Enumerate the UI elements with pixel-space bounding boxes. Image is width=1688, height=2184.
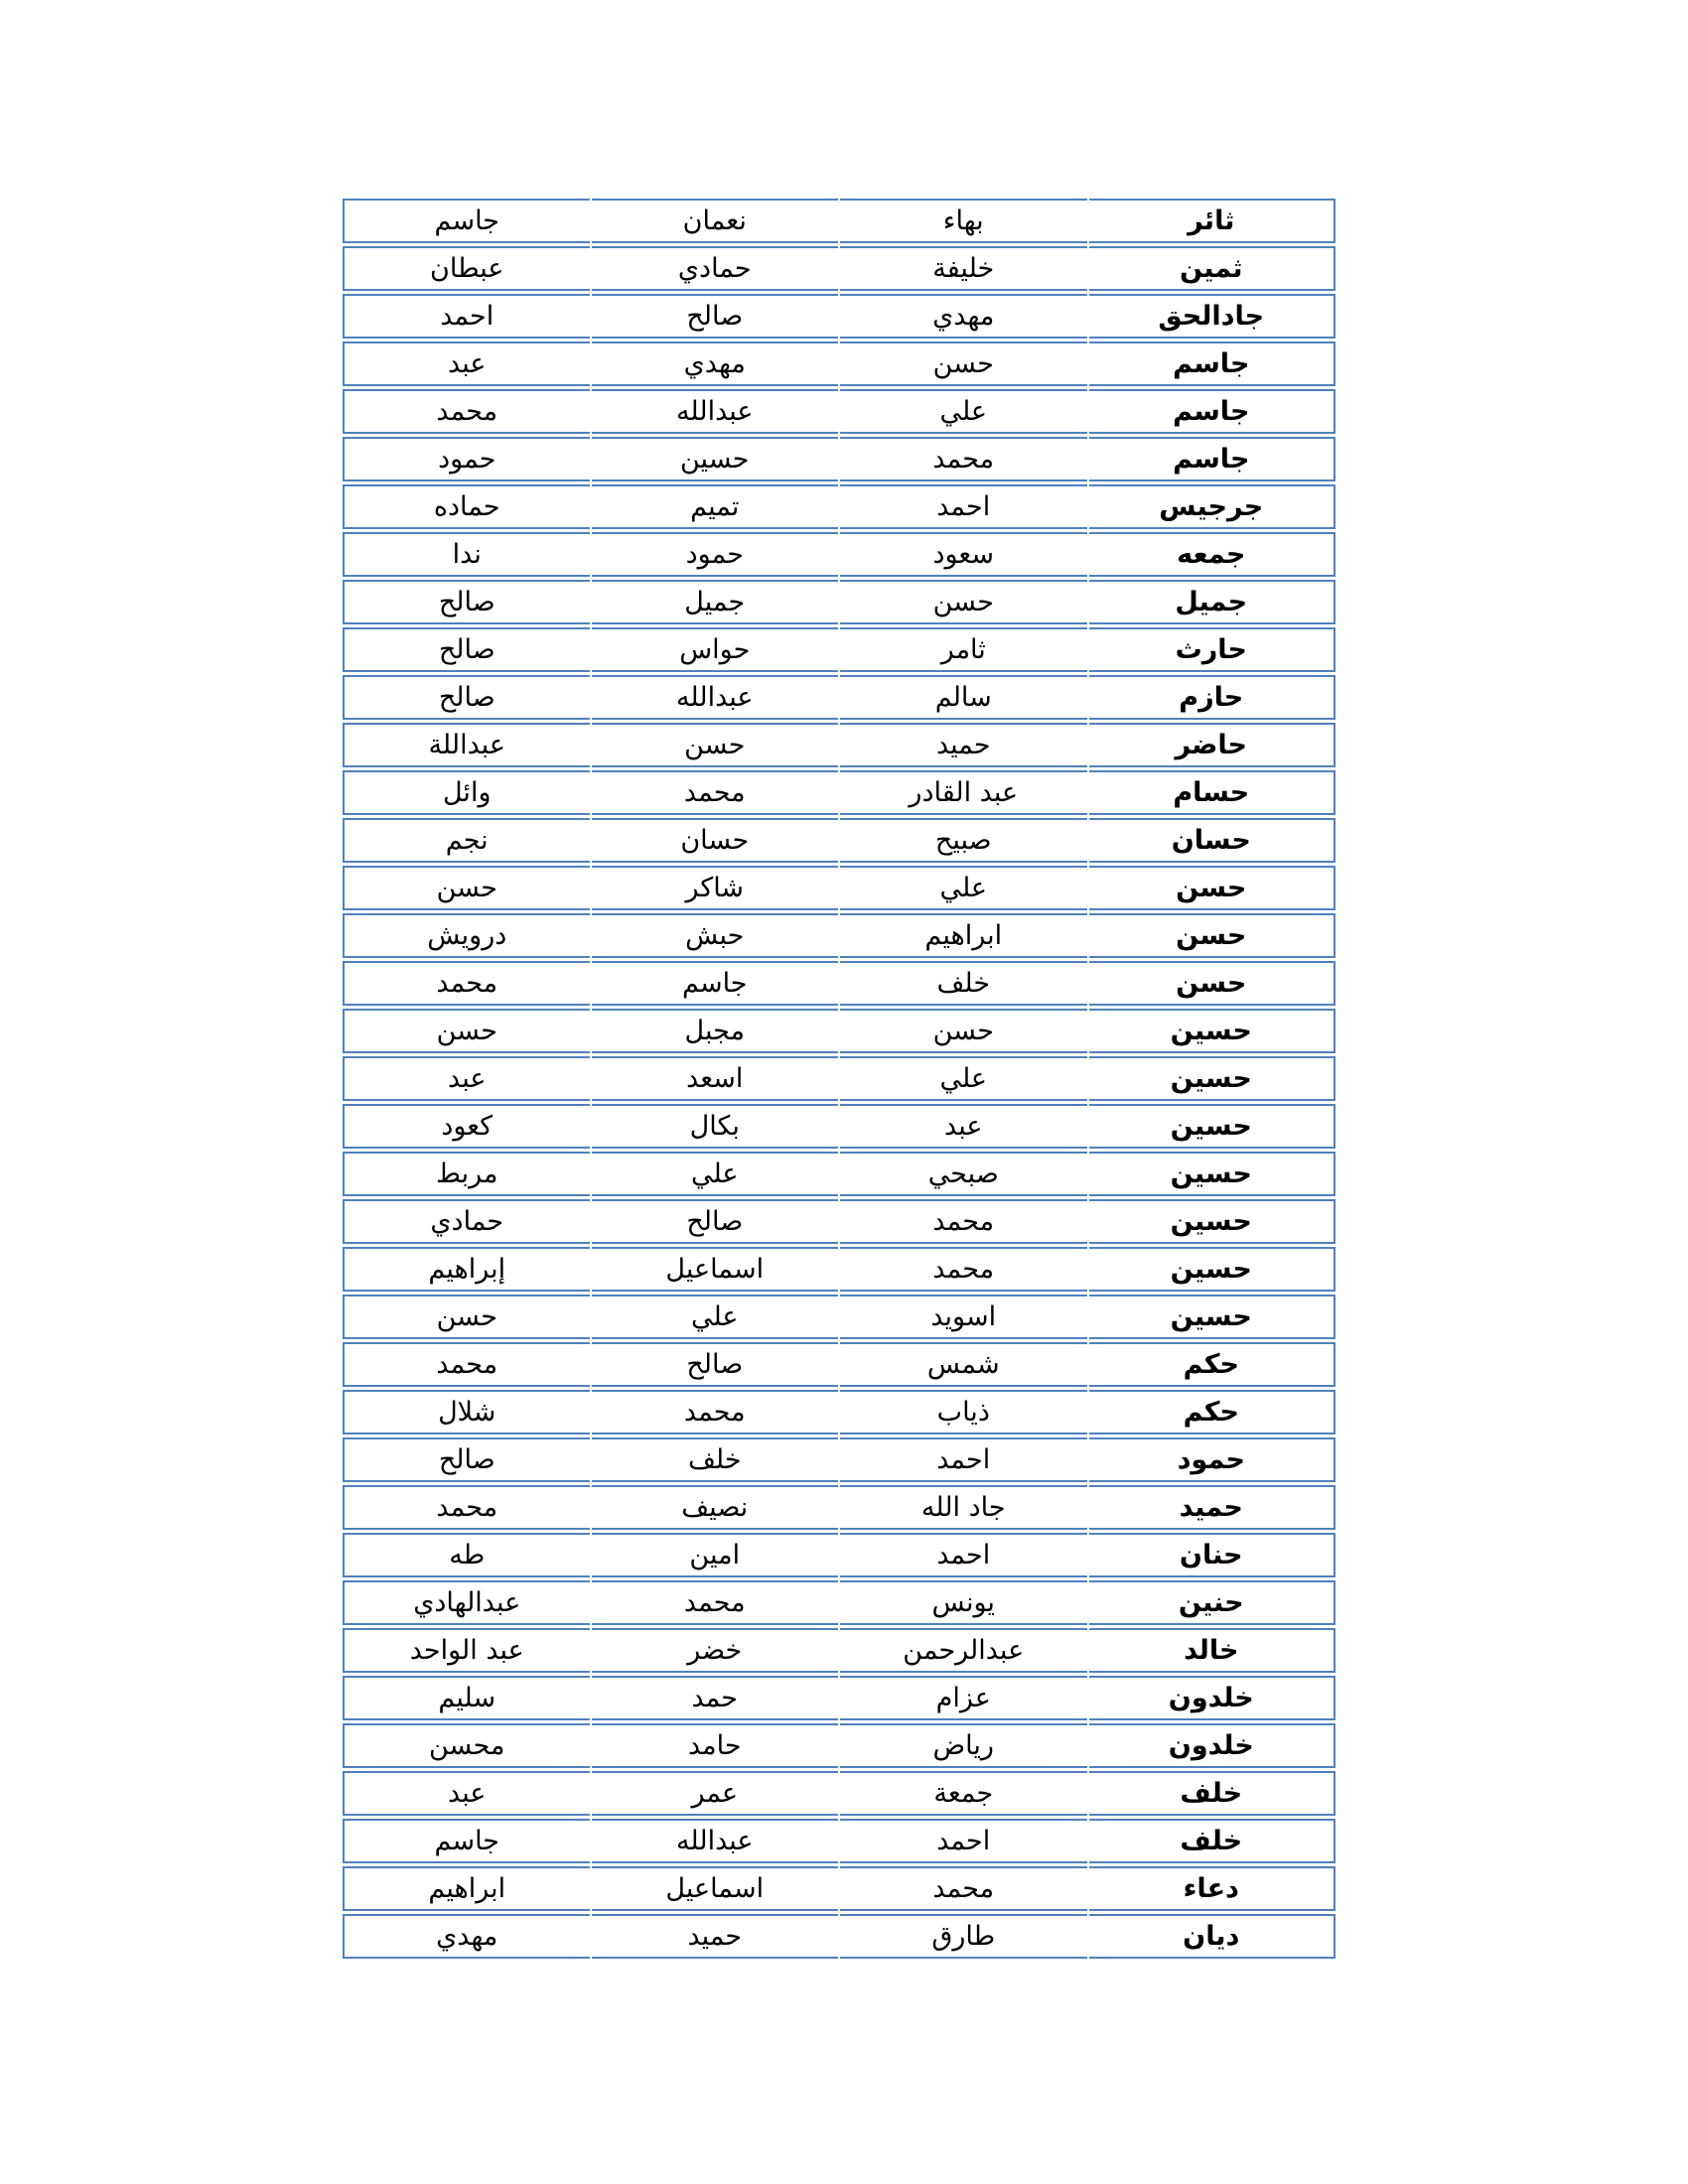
table-cell: محمد xyxy=(343,1342,590,1387)
cell-first-name: جاسم xyxy=(1089,437,1336,481)
table-cell: وائل xyxy=(343,770,590,815)
table-row xyxy=(343,246,1336,291)
table-row xyxy=(343,1914,1336,1959)
table-row xyxy=(343,341,1336,386)
table-cell: جمعة xyxy=(840,1771,1087,1816)
cell-first-name: خالد xyxy=(1089,1628,1336,1673)
names-table-body xyxy=(343,199,1336,1959)
table-cell: احمد xyxy=(840,1819,1087,1863)
table-cell: اسعد xyxy=(592,1056,839,1101)
table-cell: طه xyxy=(343,1533,590,1577)
table-cell: محمد xyxy=(840,437,1087,481)
table-row xyxy=(343,723,1336,767)
table-cell: عبد xyxy=(343,1056,590,1101)
table-cell: مهدي xyxy=(592,341,839,386)
table-row xyxy=(343,1819,1336,1863)
table-cell: ابراهيم xyxy=(840,913,1087,958)
table-cell: خليفة xyxy=(840,246,1087,291)
table-row xyxy=(343,294,1336,339)
table-cell: بكال xyxy=(592,1104,839,1149)
table-row xyxy=(343,1676,1336,1720)
table-row xyxy=(343,770,1336,815)
cell-first-name: حاضر xyxy=(1089,723,1336,767)
table-cell: علي xyxy=(840,1056,1087,1101)
table-cell: حمود xyxy=(343,437,590,481)
table-row xyxy=(343,1437,1336,1482)
table-cell: حمود xyxy=(592,532,839,577)
table-cell: عزام xyxy=(840,1676,1087,1720)
cell-first-name: حسين xyxy=(1089,1152,1336,1196)
table-cell: حسين xyxy=(592,437,839,481)
table-cell: صالح xyxy=(343,1437,590,1482)
table-cell: نعمان xyxy=(592,199,839,243)
table-cell: صالح xyxy=(343,580,590,624)
table-cell: محمد xyxy=(840,1247,1087,1292)
table-row xyxy=(343,961,1336,1006)
table-row xyxy=(343,1009,1336,1053)
table-cell: احمد xyxy=(343,294,590,339)
cell-first-name: خلدون xyxy=(1089,1723,1336,1768)
table-cell: امين xyxy=(592,1533,839,1577)
table-row xyxy=(343,1104,1336,1149)
table-cell: حمادي xyxy=(343,1199,590,1244)
table-cell: حبش xyxy=(592,913,839,958)
table-cell: عبد xyxy=(343,341,590,386)
table-cell: علي xyxy=(592,1152,839,1196)
table-cell: محمد xyxy=(343,1485,590,1530)
table-cell: حمد xyxy=(592,1676,839,1720)
table-row xyxy=(343,866,1336,910)
table-cell: صالح xyxy=(343,675,590,720)
table-row xyxy=(343,1866,1336,1911)
cell-first-name: جرجيس xyxy=(1089,484,1336,529)
table-cell: عبد القادر xyxy=(840,770,1087,815)
table-cell: مربط xyxy=(343,1152,590,1196)
cell-first-name: حمود xyxy=(1089,1437,1336,1482)
table-row xyxy=(343,675,1336,720)
table-cell: محسن xyxy=(343,1723,590,1768)
table-cell: محمد xyxy=(343,961,590,1006)
table-cell: شلال xyxy=(343,1390,590,1434)
table-cell: سعود xyxy=(840,532,1087,577)
cell-first-name: حسين xyxy=(1089,1295,1336,1339)
table-cell: حواس xyxy=(592,627,839,672)
table-cell: محمد xyxy=(343,389,590,434)
table-row xyxy=(343,913,1336,958)
cell-first-name: حسن xyxy=(1089,961,1336,1006)
table-cell: درويش xyxy=(343,913,590,958)
table-cell: يونس xyxy=(840,1580,1087,1625)
table-cell: حسن xyxy=(343,1295,590,1339)
table-cell: عبد الواحد xyxy=(343,1628,590,1673)
cell-first-name: حميد xyxy=(1089,1485,1336,1530)
cell-first-name: حكم xyxy=(1089,1390,1336,1434)
table-cell: طارق xyxy=(840,1914,1087,1959)
table-cell: احمد xyxy=(840,1533,1087,1577)
table-cell: حسن xyxy=(343,1009,590,1053)
table-cell: عبداللة xyxy=(343,723,590,767)
table-cell: ثامر xyxy=(840,627,1087,672)
cell-first-name: جمعه xyxy=(1089,532,1336,577)
cell-first-name: جاسم xyxy=(1089,389,1336,434)
table-row xyxy=(343,199,1336,243)
table-cell: عبدالهادي xyxy=(343,1580,590,1625)
table-cell: حميد xyxy=(840,723,1087,767)
table-cell: شمس xyxy=(840,1342,1087,1387)
table-row xyxy=(343,627,1336,672)
table-row xyxy=(343,1485,1336,1530)
table-cell: سليم xyxy=(343,1676,590,1720)
table-row xyxy=(343,1771,1336,1816)
table-cell: عبد xyxy=(840,1104,1087,1149)
table-cell: ندا xyxy=(343,532,590,577)
table-cell: حامد xyxy=(592,1723,839,1768)
cell-first-name: حسام xyxy=(1089,770,1336,815)
table-cell: نصيف xyxy=(592,1485,839,1530)
table-cell: احمد xyxy=(840,1437,1087,1482)
table-row xyxy=(343,484,1336,529)
table-cell: عبدالله xyxy=(592,675,839,720)
table-cell: ابراهيم xyxy=(343,1866,590,1911)
table-cell: حميد xyxy=(592,1914,839,1959)
table-cell: تميم xyxy=(592,484,839,529)
table-cell: صبحي xyxy=(840,1152,1087,1196)
table-row xyxy=(343,1247,1336,1292)
table-row xyxy=(343,818,1336,863)
table-cell: بهاء xyxy=(840,199,1087,243)
table-row xyxy=(343,1533,1336,1577)
table-cell: علي xyxy=(592,1295,839,1339)
table-cell: خلف xyxy=(592,1437,839,1482)
table-cell: محمد xyxy=(592,1580,839,1625)
table-row xyxy=(343,389,1336,434)
table-cell: محمد xyxy=(840,1866,1087,1911)
cell-first-name: حارث xyxy=(1089,627,1336,672)
cell-first-name: حسين xyxy=(1089,1056,1336,1101)
table-cell: حسن xyxy=(840,1009,1087,1053)
table-cell: عبدالله xyxy=(592,1819,839,1863)
table-row xyxy=(343,437,1336,481)
cell-first-name: خلف xyxy=(1089,1819,1336,1863)
cell-first-name: حسن xyxy=(1089,913,1336,958)
table-cell: عبطان xyxy=(343,246,590,291)
table-cell: جاسم xyxy=(343,1819,590,1863)
table-cell: علي xyxy=(840,389,1087,434)
table-cell: خلف xyxy=(840,961,1087,1006)
table-cell: جاسم xyxy=(592,961,839,1006)
table-cell: صالح xyxy=(343,627,590,672)
table-cell: اسماعيل xyxy=(592,1247,839,1292)
table-cell: شاكر xyxy=(592,866,839,910)
names-table xyxy=(341,196,1337,1962)
cell-first-name: دعاء xyxy=(1089,1866,1336,1911)
cell-first-name: حسين xyxy=(1089,1247,1336,1292)
table-row xyxy=(343,1723,1336,1768)
table-row xyxy=(343,1628,1336,1673)
table-cell: حسان xyxy=(592,818,839,863)
cell-first-name: ديان xyxy=(1089,1914,1336,1959)
cell-first-name: جادالحق xyxy=(1089,294,1336,339)
table-cell: حماده xyxy=(343,484,590,529)
cell-first-name: ثمين xyxy=(1089,246,1336,291)
table-cell: ذياب xyxy=(840,1390,1087,1434)
table-cell: جاسم xyxy=(343,199,590,243)
table-cell: عبدالله xyxy=(592,389,839,434)
table-cell: عبد xyxy=(343,1771,590,1816)
table-cell: جاد الله xyxy=(840,1485,1087,1530)
table-cell: محمد xyxy=(840,1199,1087,1244)
table-cell: صالح xyxy=(592,1199,839,1244)
table-row xyxy=(343,532,1336,577)
table-cell: علي xyxy=(840,866,1087,910)
table-cell: محمد xyxy=(592,1390,839,1434)
table-row xyxy=(343,1580,1336,1625)
table-cell: حسن xyxy=(343,866,590,910)
table-row xyxy=(343,580,1336,624)
table-row xyxy=(343,1295,1336,1339)
cell-first-name: حنان xyxy=(1089,1533,1336,1577)
cell-first-name: حنين xyxy=(1089,1580,1336,1625)
table-cell: حسن xyxy=(840,341,1087,386)
table-row xyxy=(343,1152,1336,1196)
cell-first-name: حسين xyxy=(1089,1199,1336,1244)
cell-first-name: حسان xyxy=(1089,818,1336,863)
table-row xyxy=(343,1199,1336,1244)
table-cell: محمد xyxy=(592,770,839,815)
table-cell: حسن xyxy=(592,723,839,767)
table-cell: مهدي xyxy=(343,1914,590,1959)
table-cell: اسويد xyxy=(840,1295,1087,1339)
table-cell: خضر xyxy=(592,1628,839,1673)
table-row xyxy=(343,1342,1336,1387)
table-cell: كعود xyxy=(343,1104,590,1149)
table-cell: حسن xyxy=(840,580,1087,624)
table-cell: نجم xyxy=(343,818,590,863)
cell-first-name: حسين xyxy=(1089,1104,1336,1149)
table-cell: سالم xyxy=(840,675,1087,720)
cell-first-name: خلف xyxy=(1089,1771,1336,1816)
table-cell: جميل xyxy=(592,580,839,624)
table-cell: صبيح xyxy=(840,818,1087,863)
cell-first-name: حكم xyxy=(1089,1342,1336,1387)
table-cell: اسماعيل xyxy=(592,1866,839,1911)
cell-first-name: خلدون xyxy=(1089,1676,1336,1720)
cell-first-name: جميل xyxy=(1089,580,1336,624)
table-cell: صالح xyxy=(592,294,839,339)
table-cell: حمادي xyxy=(592,246,839,291)
cell-first-name: حسن xyxy=(1089,866,1336,910)
cell-first-name: حازم xyxy=(1089,675,1336,720)
cell-first-name: جاسم xyxy=(1089,341,1336,386)
cell-first-name: حسين xyxy=(1089,1009,1336,1053)
table-cell: إبراهيم xyxy=(343,1247,590,1292)
table-cell: رياض xyxy=(840,1723,1087,1768)
cell-first-name: ثائر xyxy=(1089,199,1336,243)
table-cell: عمر xyxy=(592,1771,839,1816)
table-cell: مهدي xyxy=(840,294,1087,339)
table-cell: عبدالرحمن xyxy=(840,1628,1087,1673)
table-cell: احمد xyxy=(840,484,1087,529)
table-cell: مجبل xyxy=(592,1009,839,1053)
table-cell: صالح xyxy=(592,1342,839,1387)
table-row xyxy=(343,1390,1336,1434)
table-row xyxy=(343,1056,1336,1101)
